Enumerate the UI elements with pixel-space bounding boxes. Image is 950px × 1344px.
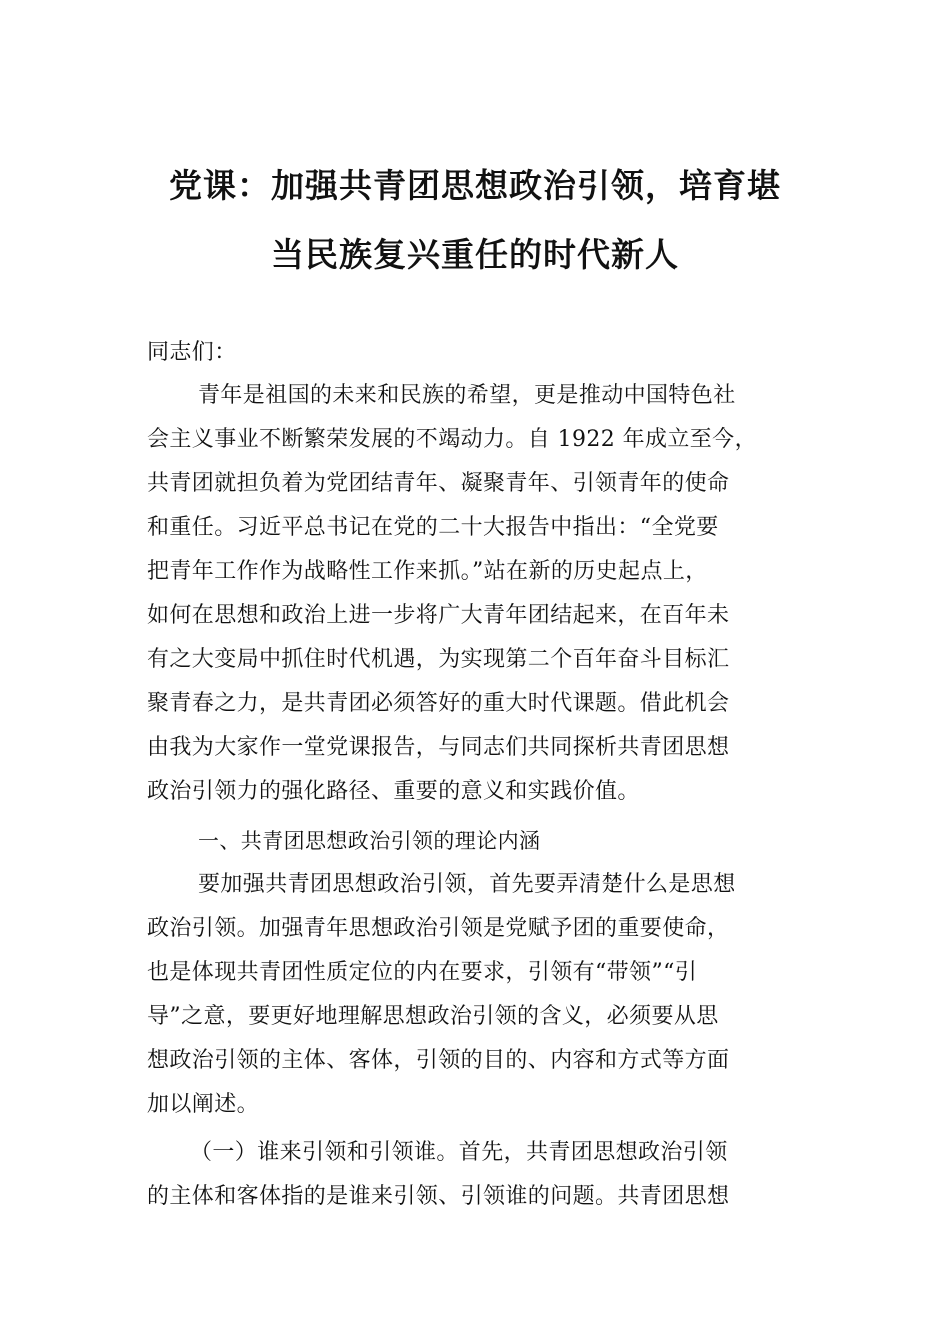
paragraph-line: （一）谁来引领和引领谁。首先，共青团思想政治引领 bbox=[190, 1140, 728, 1165]
paragraph-line: 的主体和客体指的是谁来引领、引领谁的问题。共青团思想 bbox=[147, 1184, 730, 1209]
paragraph-line: 政治引领。加强青年思想政治引领是党赋予团的重要使命， bbox=[147, 916, 730, 941]
paragraph-line: 导”之意，要更好地理解思想政治引领的含义，必须要从思 bbox=[147, 1004, 719, 1029]
paragraph-line: 想政治引领的主体、客体，引领的目的、内容和方式等方面 bbox=[147, 1048, 730, 1073]
paragraph-line: 把青年工作作为战略性工作来抓。”站在新的历史起点上， bbox=[147, 559, 708, 584]
salutation: 同志们： bbox=[147, 340, 237, 365]
paragraph-line: 要加强共青团思想政治引领，首先要弄清楚什么是思想 bbox=[198, 872, 736, 897]
document-title-line-2: 当民族复兴重任的时代新人 bbox=[271, 235, 679, 274]
section-heading: 一、共青团思想政治引领的理论内涵 bbox=[198, 829, 541, 853]
paragraph-line: 有之大变局中抓住时代机遇，为实现第二个百年奋斗目标汇 bbox=[147, 647, 730, 672]
paragraph-line: 如何在思想和政治上进一步将广大青年团结起来，在百年未 bbox=[147, 603, 730, 628]
document-title-line-1: 党课：加强共青团思想政治引领，培育堪 bbox=[169, 166, 781, 205]
paragraph-line: 和重任。习近平总书记在党的二十大报告中指出：“全党要 bbox=[147, 515, 719, 540]
paragraph-line: 由我为大家作一堂党课报告，与同志们共同探析共青团思想 bbox=[147, 735, 730, 760]
paragraph-line: 加以阐述。 bbox=[147, 1092, 260, 1117]
paragraph-line: 聚青春之力，是共青团必须答好的重大时代课题。借此机会 bbox=[147, 691, 730, 716]
paragraph-line: 也是体现共青团性质定位的内在要求，引领有“带领”“引 bbox=[147, 960, 698, 985]
paragraph-line: 会主义事业不断繁荣发展的不竭动力。自 1922 年成立至今， bbox=[147, 427, 757, 452]
paragraph-line: 政治引领力的强化路径、重要的意义和实践价值。 bbox=[147, 779, 640, 804]
paragraph-line: 青年是祖国的未来和民族的希望，更是推动中国特色社 bbox=[198, 383, 736, 408]
paragraph-line: 共青团就担负着为党团结青年、凝聚青年、引领青年的使命 bbox=[147, 471, 730, 496]
